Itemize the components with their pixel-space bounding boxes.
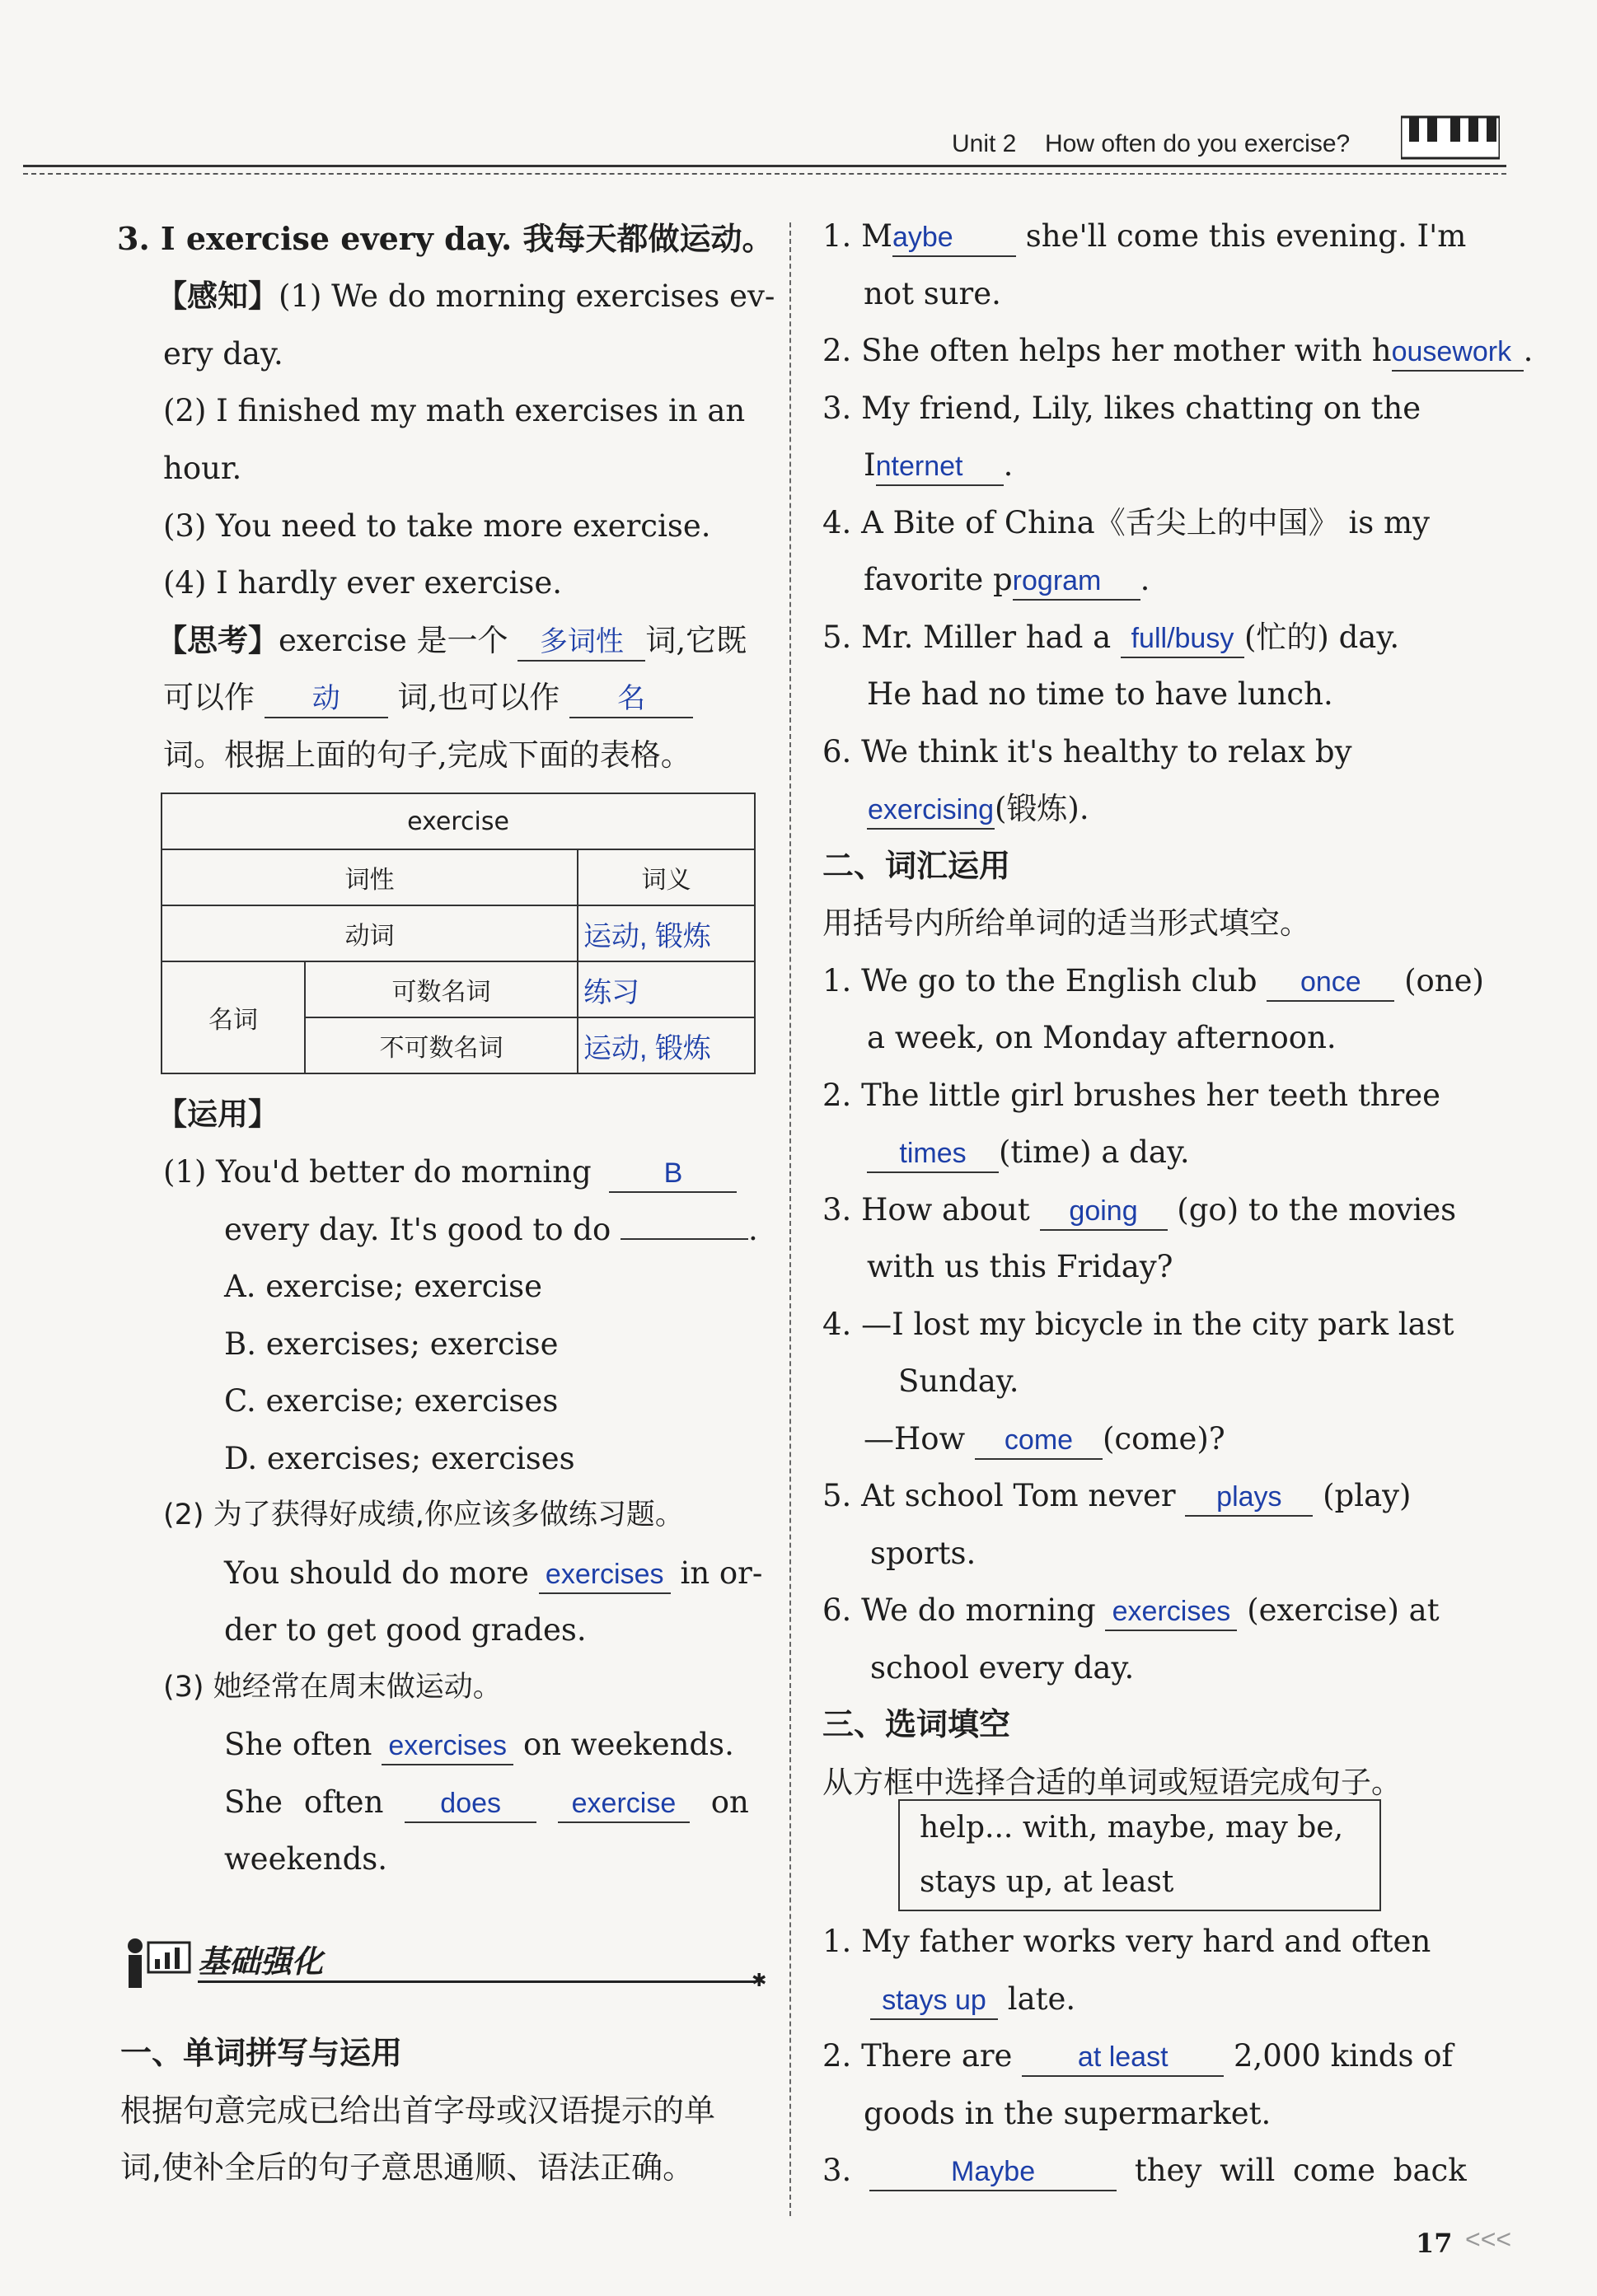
answer-text: exercising: [867, 794, 995, 825]
question-text: (锻炼).: [995, 791, 1089, 826]
answer-text: rogram: [1012, 565, 1102, 596]
question-text: late.: [1007, 1981, 1076, 2017]
answer-text: 名: [617, 683, 646, 714]
question-text: favorite p: [864, 562, 1013, 597]
answer-text: full/busy: [1131, 623, 1234, 654]
unit-label: Unit 2: [952, 130, 1017, 157]
question-text: .: [1523, 333, 1534, 368]
table-header: 词义: [578, 849, 755, 905]
answer-text: at least: [1077, 2041, 1168, 2073]
answer-text: plays: [1216, 1481, 1282, 1513]
question-text: 2. There are: [822, 2038, 1013, 2074]
table-title: exercise: [162, 793, 755, 849]
question-text: —How: [864, 1421, 966, 1457]
answer-text: going: [1069, 1195, 1138, 1227]
option: B. exercises; exercise: [224, 1326, 559, 1362]
question-text: 3. My friend, Lily, likes chatting on the: [822, 390, 1421, 426]
question-text: .: [1003, 447, 1014, 483]
table-answer: 练习: [578, 961, 755, 1017]
ganzhi-line: (3) You need to take more exercise.: [163, 508, 711, 544]
question-text: she'll come this evening. I'm: [1025, 218, 1467, 254]
section-banner: [120, 1934, 767, 1992]
sikao-text: 词,也可以作: [397, 680, 560, 715]
question-text: they will come back: [1134, 2153, 1467, 2188]
table-cell: 可数名词: [305, 961, 578, 1017]
section-title: 二、词汇运用: [822, 848, 1011, 884]
question-text: M: [861, 218, 892, 254]
question-text: 6. We do morning: [822, 1592, 1096, 1628]
instruction: 根据句意完成已给出首字母或汉语提示的单: [120, 2093, 716, 2129]
sikao-text: exercise 是一个: [279, 623, 508, 658]
option: C. exercise; exercises: [224, 1383, 559, 1419]
unit-title: How often do you exercise?: [1045, 130, 1351, 157]
section-title: 一、单词拼写与运用: [120, 2035, 403, 2071]
word-box-line: help... with, maybe, may be,: [920, 1811, 1344, 1845]
answer-text: stays up: [882, 1985, 986, 2016]
instruction: 用括号内所给单词的适当形式填空。: [822, 905, 1310, 941]
question-text: 5. At school Tom never: [822, 1478, 1176, 1513]
question-text: (exercise) at: [1247, 1592, 1440, 1628]
ganzhi-line: (1) We do morning exercises ev-: [279, 278, 775, 314]
question-text: (2) 为了获得好成绩,你应该多做练习题。: [163, 1499, 684, 1531]
question-text: .: [1140, 562, 1150, 597]
option: D. exercises; exercises: [224, 1441, 575, 1476]
question-text: 3. How about: [822, 1192, 1030, 1227]
question-text: 1. My father works very hard and often: [822, 1924, 1431, 1959]
question-text: (one): [1404, 963, 1484, 998]
answer-text: exercises: [545, 1559, 664, 1590]
column-divider: [789, 222, 791, 2216]
person-chart-icon: [120, 1934, 203, 1992]
answer-text: 动: [311, 683, 340, 714]
question-text: 4. —I lost my bicycle in the city park last: [822, 1307, 1454, 1342]
answer-text: exercises: [388, 1730, 507, 1761]
question-text: every day. It's good to do: [224, 1212, 611, 1247]
star-icon: ✱: [752, 1971, 767, 1991]
question-text: school every day.: [870, 1650, 1135, 1686]
header-dashed-rule: [23, 173, 1506, 175]
question-text: (忙的) day.: [1243, 620, 1400, 655]
sikao-text: 词,它既: [645, 623, 747, 658]
answer-text: Maybe: [951, 2156, 1036, 2187]
word-box-line: stays up, at least: [920, 1865, 1174, 1899]
question-text: Sunday.: [898, 1363, 1019, 1399]
table-cell: 动词: [162, 905, 578, 961]
question-text: 2. She often helps her mother with h: [822, 333, 1392, 368]
question-text: goods in the supermarket.: [864, 2096, 1272, 2131]
table-cell: 不可数名词: [305, 1017, 578, 1073]
sikao-text: 可以作: [163, 680, 255, 715]
section-title: 三、选词填空: [822, 1706, 1011, 1742]
word-box: [898, 1799, 1381, 1911]
banner-title: 基础强化: [198, 1943, 324, 1980]
answer-text: times: [899, 1138, 967, 1169]
option: A. exercise; exercise: [224, 1269, 543, 1304]
question-text: You should do more: [224, 1555, 529, 1591]
question-text: 2. The little girl brushes her teeth three: [822, 1078, 1441, 1113]
answer-text: come: [1004, 1424, 1074, 1456]
sikao-text: 词。根据上面的句子,完成下面的表格。: [163, 737, 691, 773]
answer-text: once: [1300, 966, 1361, 998]
piano-keys-icon: [1401, 110, 1500, 163]
yunyong-label: 【运用】: [157, 1097, 279, 1132]
ganzhi-line: hour.: [163, 451, 242, 486]
answer-text: does: [440, 1788, 502, 1819]
question-text: in or-: [680, 1555, 763, 1591]
table-cell: 名词: [162, 961, 305, 1073]
table-answer: 运动, 锻炼: [578, 905, 755, 961]
table-answer: 运动, 锻炼: [578, 1017, 755, 1073]
ganzhi-line: (2) I finished my math exercises in an: [163, 393, 746, 428]
answer-text: B: [663, 1157, 683, 1189]
answer-text: exercises: [1112, 1596, 1231, 1627]
question-text: 6. We think it's healthy to relax by: [822, 734, 1352, 769]
question-text: (come)?: [1102, 1421, 1225, 1457]
question-text: 4. A Bite of China《舌尖上的中国》 is my: [822, 505, 1431, 540]
question-text: I: [864, 447, 876, 483]
table-header: 词性: [162, 849, 578, 905]
question-text: der to get good grades.: [224, 1612, 587, 1648]
sikao-label: 【思考】: [157, 623, 279, 658]
chevrons-left-icon: <<<: [1465, 2224, 1512, 2254]
ganzhi-line: ery day.: [163, 336, 283, 372]
question-text: (go) to the movies: [1177, 1192, 1457, 1227]
question-text: weekends.: [224, 1841, 388, 1877]
question-text: She often: [224, 1784, 384, 1820]
question-text: (time) a day.: [999, 1134, 1190, 1170]
question-text: He had no time to have lunch.: [867, 676, 1333, 712]
question-text: (3) 她经常在周末做运动。: [163, 1671, 502, 1704]
question-text: on: [710, 1784, 749, 1820]
instruction: 词,使补全后的句子意思通顺、语法正确。: [120, 2149, 695, 2186]
question-text: sports.: [870, 1536, 976, 1571]
header-decoration: [1401, 110, 1500, 163]
exercise-table: [161, 793, 756, 1074]
question-text: on weekends.: [522, 1727, 734, 1762]
question-text: 3.: [822, 2153, 852, 2188]
question-text: not sure.: [864, 276, 1001, 311]
ganzhi-label: 【感知】: [157, 278, 279, 314]
page-number: 17: [1416, 2228, 1453, 2259]
question-text: (1) You'd better do morning: [163, 1154, 592, 1190]
answer-text: ousework: [1391, 336, 1512, 367]
question-text: 5. Mr. Miller had a: [822, 620, 1112, 655]
answer-text: nternet: [875, 451, 963, 482]
question-text: 2,000 kinds of: [1234, 2038, 1454, 2074]
answer-text: aybe: [892, 222, 953, 253]
question-text: a week, on Monday afternoon.: [867, 1020, 1337, 1055]
answer-text: 多词性: [539, 626, 624, 657]
question-number: 1.: [822, 218, 852, 254]
ganzhi-line: (4) I hardly ever exercise.: [163, 565, 562, 601]
instruction: 从方框中选择合适的单词或短语完成句子。: [822, 1765, 1402, 1800]
header-rule: [23, 165, 1506, 167]
question-text: She often: [224, 1727, 372, 1762]
question-text: (play): [1323, 1478, 1412, 1513]
question-text: 1. We go to the English club: [822, 963, 1257, 998]
question-text: with us this Friday?: [867, 1249, 1173, 1284]
section-heading: 3. I exercise every day. 我每天都做运动。: [117, 220, 774, 257]
answer-text: exercise: [571, 1788, 677, 1819]
